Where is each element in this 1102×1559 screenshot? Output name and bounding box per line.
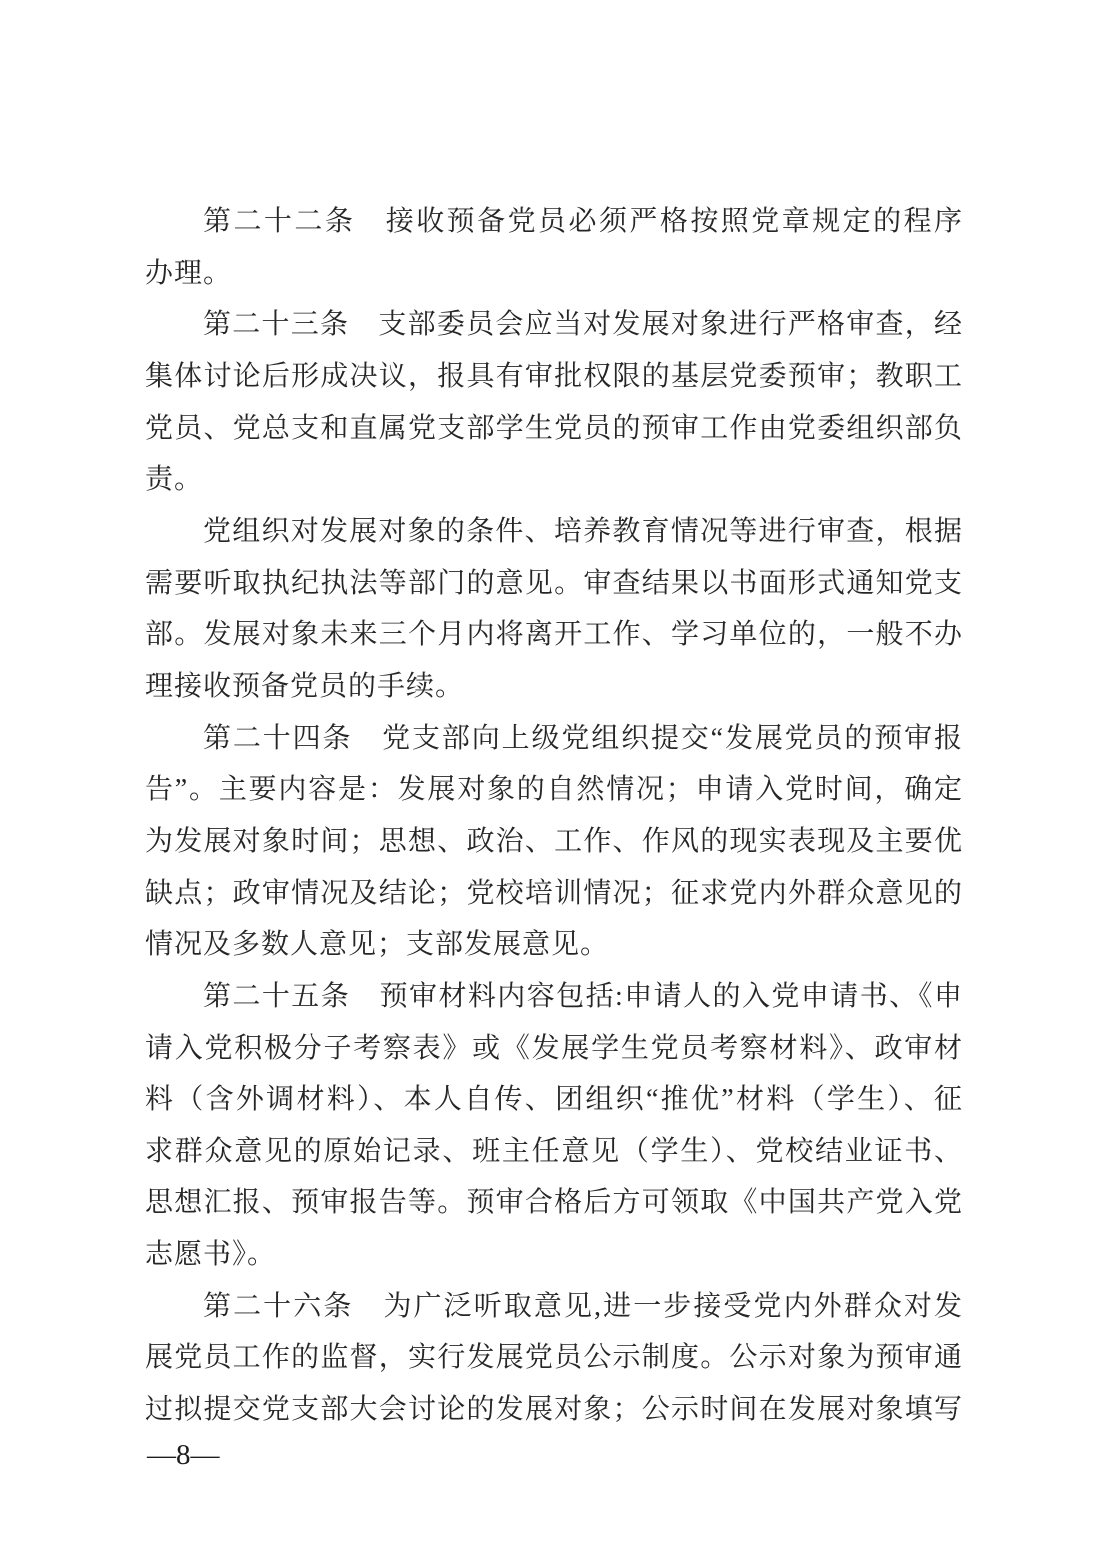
text-line: 责。 — [145, 464, 204, 496]
text-line: 求群众意见的原始记录、班主任意见（学生）、党校结业证书、 — [145, 1135, 963, 1167]
text-line: 第二十六条 为广泛听取意见,进一步接受党内外群众对发 — [203, 1290, 963, 1322]
text-line: 理接收预备党员的手续。 — [145, 670, 465, 702]
text-line: 请入党积极分子考察表》或《发展学生党员考察材料》、政审材 — [145, 1032, 963, 1064]
text-line: 志愿书》。 — [145, 1239, 277, 1271]
text-line: 为发展对象时间；思想、政治、工作、作风的现实表现及主要优 — [145, 825, 963, 857]
text-line: 第二十五条 预审材料内容包括:申请人的入党申请书、《申 — [203, 980, 963, 1012]
text-line: 情况及多数人意见；支部发展意见。 — [145, 929, 610, 961]
text-line: 过拟提交党支部大会讨论的发展对象；公示时间在发展对象填写 — [145, 1394, 963, 1426]
text-line: 部。发展对象未来三个月内将离开工作、学习单位的，一般不办 — [145, 619, 963, 651]
page-number: —8— — [147, 1439, 220, 1471]
text-line: 集体讨论后形成决议，报具有审批权限的基层党委预审；教职工 — [145, 360, 963, 392]
document-text-body — [145, 196, 963, 1436]
text-line: 缺点；政审情况及结论；党校培训情况；征求党内外群众意见的 — [145, 877, 963, 909]
text-line: 第二十二条 接收预备党员必须严格按照党章规定的程序 — [203, 206, 963, 237]
text-line: 展党员工作的监督，实行发展党员公示制度。公示对象为预审通 — [145, 1342, 963, 1374]
text-line: 第二十四条 党支部向上级党组织提交“发展党员的预审报 — [203, 722, 963, 754]
text-line: 党员、党总支和直属党支部学生党员的预审工作由党委组织部负 — [145, 412, 963, 444]
text-line: 告”。主要内容是：发展对象的自然情况；申请入党时间，确定 — [145, 774, 963, 806]
text-line: 思想汇报、预审报告等。预审合格后方可领取《中国共产党入党 — [145, 1187, 963, 1219]
text-line: 党组织对发展对象的条件、培养教育情况等进行审查，根据 — [203, 515, 963, 547]
text-line: 料（含外调材料）、本人自传、团组织“推优”材料（学生）、征 — [145, 1084, 963, 1116]
text-line: 第二十三条 支部委员会应当对发展对象进行严格审查，经 — [203, 309, 963, 341]
text-line: 办理。 — [145, 257, 233, 289]
text-line: 需要听取执纪执法等部门的意见。审查结果以书面形式通知党支 — [145, 567, 963, 599]
